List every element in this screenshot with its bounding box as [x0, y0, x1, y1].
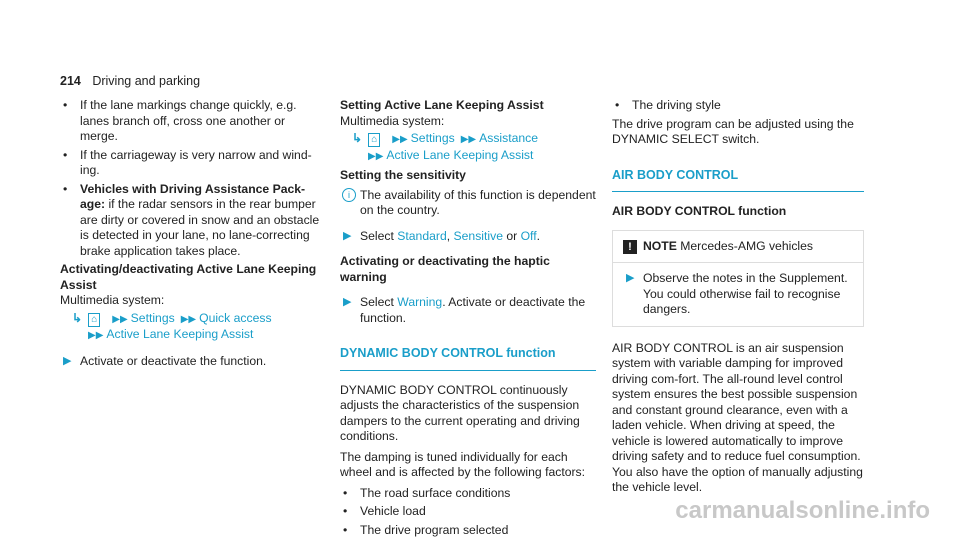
column-middle	[340, 98, 596, 541]
sub-heading: AIR BODY CONTROL function	[612, 204, 787, 218]
path-settings: Settings	[410, 131, 455, 145]
info-icon: i	[342, 188, 356, 202]
system-label: Multimedia system:	[340, 113, 445, 128]
list-item: • The drive program selected	[343, 522, 509, 537]
double-chevron-icon: ▶▶	[392, 134, 408, 145]
watermark: carmanualsonline.info	[675, 497, 930, 524]
double-chevron-icon: ▶▶	[460, 134, 477, 145]
section-heading: Setting Active Lane Keeping Assist	[340, 98, 544, 112]
path-quick-access: Quick access	[199, 310, 272, 325]
action-arrow-icon: ▶	[626, 272, 635, 284]
bullet-icon: •	[343, 504, 348, 518]
bullet-icon: •	[63, 181, 68, 196]
double-chevron-icon: ▶▶	[112, 313, 128, 325]
action-step: ▶ Select Warning. Activate or deactivate the function.	[343, 295, 586, 325]
action-step: ▶ Select Standard, Sensitive or Off.	[343, 228, 541, 243]
column-left	[60, 98, 322, 379]
menu-path	[60, 311, 322, 344]
page-section-title: Driving and parking	[92, 74, 201, 88]
menu-path	[340, 131, 596, 164]
bullet-icon: •	[615, 98, 620, 112]
double-chevron-icon: ▶▶	[88, 330, 104, 341]
home-icon: ⌂	[368, 133, 380, 147]
warning-icon: !	[623, 240, 637, 254]
paragraph: AIR BODY CONTROL is an air suspension system with variable damping for improved driving com-fort. The all-round level control system ensures the best possible suspension and constant ground clearance, even with a laden vehicle. When driving at speed, the vehicle is lowered automatically to improve driving safety and to reduce fuel consumption. You also have the option of manually adjusting the vehicle level.	[612, 340, 863, 494]
column-right	[612, 98, 864, 501]
list-item: • If the lane markings change quickly, e.g. lanes branch off, cross one another or merge.	[63, 98, 297, 143]
bullet-icon: •	[343, 485, 348, 500]
section-title: DYNAMIC BODY CONTROL function	[340, 346, 596, 371]
double-chevron-icon: ▶▶	[180, 313, 197, 325]
section-heading: Activating/deactivating Active Lane Keeping Assist	[60, 262, 317, 292]
page-header	[60, 74, 200, 88]
note-header: ! NOTE Mercedes-AMG vehicles	[613, 231, 863, 264]
info-note: i The availability of this function is dependent on the country.	[340, 188, 596, 219]
action-step: ▶ Activate or deactivate the function.	[63, 353, 267, 368]
path-assistance: Assistance	[479, 131, 539, 145]
system-label: Multimedia system:	[60, 293, 165, 307]
action-step: ▶ Observe the notes in the Supplement. You could otherwise fail to recognise dangers.	[626, 271, 848, 316]
path-lane-assist: Active Lane Keeping Assist	[386, 147, 534, 162]
page-number: 214	[60, 74, 81, 88]
double-chevron-icon: ▶▶	[368, 150, 384, 162]
list-item: • Vehicle load	[343, 504, 426, 518]
action-arrow-icon: ▶	[63, 354, 72, 367]
bullet-icon: •	[63, 98, 68, 112]
list-item: • The road surface conditions	[343, 485, 511, 500]
note-body	[613, 263, 863, 326]
paragraph: DYNAMIC BODY CONTROL continuously adjusts the characteristics of the suspension dampers to the current operating and driving conditions.	[340, 382, 580, 443]
action-arrow-icon: ▶	[343, 229, 352, 242]
sub-heading: Activating or deactivating the haptic warning	[340, 254, 550, 284]
bullet-icon: •	[343, 522, 348, 537]
arrow-return-icon: ↳	[72, 310, 83, 325]
home-icon: ⌂	[88, 313, 100, 327]
list-item: • The driving style	[615, 98, 721, 112]
sub-heading: Setting the sensitivity	[340, 168, 466, 182]
bullet-icon: •	[63, 147, 68, 162]
list-item: • If the carriageway is very narrow and wind-ing.	[63, 147, 312, 177]
section-title: AIR BODY CONTROL	[612, 168, 864, 193]
action-arrow-icon: ▶	[343, 296, 352, 308]
note-box	[612, 230, 864, 327]
paragraph: The damping is tuned individually for each wheel and is affected by the following factors:	[340, 449, 586, 479]
path-lane-assist: Active Lane Keeping Assist	[106, 327, 254, 341]
paragraph: The drive program can be adjusted using the DYNAMIC SELECT switch.	[612, 116, 854, 146]
list-item: • Vehicles with Driving Assistance Pack-age: if the radar sensors in the rear bumper are dirty or covered in snow and an obstacle is detected in your lane, no lane-correcting brake application takes place.	[63, 181, 320, 258]
path-settings: Settings	[130, 310, 175, 325]
arrow-return-icon: ↳	[352, 131, 363, 145]
